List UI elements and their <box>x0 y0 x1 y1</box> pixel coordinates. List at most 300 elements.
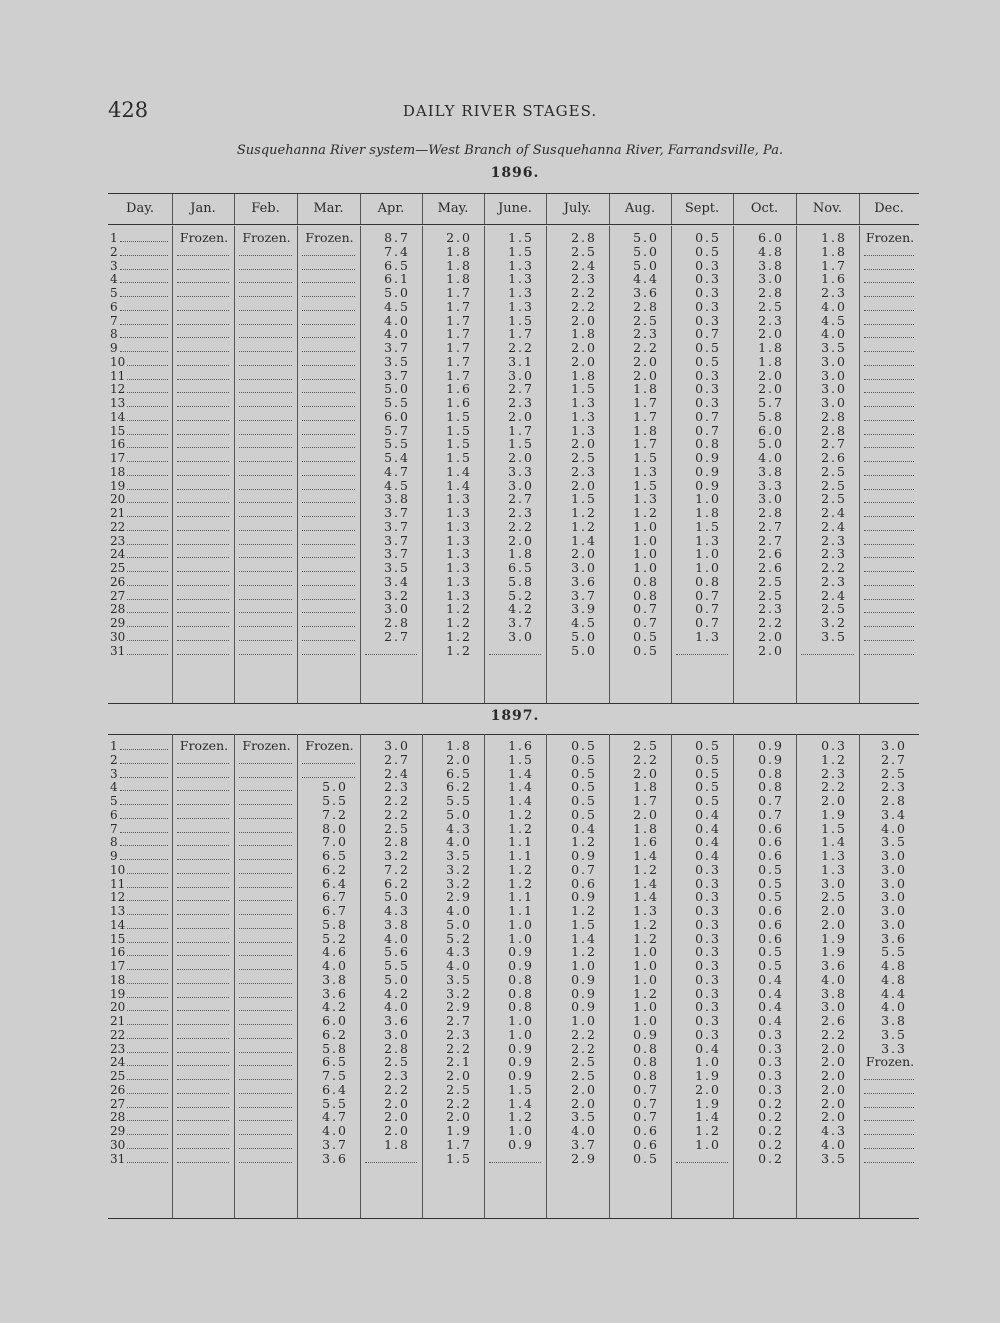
empty-entry <box>239 585 292 586</box>
dot-leader <box>127 1134 168 1135</box>
stage-value: 1.7 <box>446 340 472 355</box>
empty-entry <box>177 365 229 366</box>
stage-value: 0.9 <box>571 985 597 1001</box>
stage-value: 1.7 <box>508 422 534 438</box>
stage-value: 1.7 <box>446 353 472 369</box>
dot-leader <box>127 585 168 586</box>
dot-leader <box>120 269 168 270</box>
stage-value: 2.5 <box>821 477 847 493</box>
stage-value: 0.8 <box>758 779 784 795</box>
day-number: 29 <box>110 616 126 630</box>
stage-value: 3.5 <box>446 971 472 987</box>
stage-value: 1.5 <box>633 477 659 493</box>
column-header: Sept. <box>684 201 720 216</box>
stage-value: 5.5 <box>322 1095 348 1111</box>
stage-value: 6.0 <box>758 230 784 245</box>
stage-value: 3.5 <box>821 340 847 355</box>
stage-value: 2.5 <box>571 450 597 465</box>
stage-value: 2.5 <box>821 601 847 617</box>
stage-value: 0.5 <box>758 889 784 905</box>
column-header: Dec. <box>874 201 904 216</box>
stage-value: 2.0 <box>571 353 597 369</box>
header-divider <box>172 194 173 224</box>
empty-entry <box>239 612 292 613</box>
stage-value: 3.7 <box>571 587 597 603</box>
stage-value: 0.7 <box>571 861 597 877</box>
stage-value: 0.9 <box>571 999 597 1015</box>
dot-leader <box>127 873 168 874</box>
empty-entry <box>302 434 355 435</box>
column-header: July. <box>563 201 592 216</box>
dot-leader <box>127 1065 168 1066</box>
empty-entry <box>302 310 355 311</box>
empty-entry <box>365 1162 417 1163</box>
stage-value: 0.3 <box>695 285 721 300</box>
empty-entry <box>177 1107 229 1108</box>
stage-value: 1.4 <box>695 1109 721 1125</box>
stage-value: 0.4 <box>695 848 721 863</box>
stage-value: 1.2 <box>633 916 659 932</box>
status-entry: Frozen. <box>242 738 291 753</box>
header-divider <box>609 194 610 224</box>
stage-value: 1.5 <box>446 408 472 424</box>
empty-entry <box>239 489 292 490</box>
stage-value: 5.0 <box>633 230 659 245</box>
empty-entry <box>177 804 229 805</box>
empty-entry <box>864 392 914 393</box>
empty-entry <box>177 420 229 421</box>
empty-entry <box>177 640 229 641</box>
dot-leader <box>120 296 168 297</box>
dot-leader <box>127 392 168 393</box>
empty-entry <box>239 310 292 311</box>
empty-entry <box>177 914 229 915</box>
stage-value: 1.3 <box>446 505 472 520</box>
stage-value: 1.0 <box>695 491 721 507</box>
empty-entry <box>177 571 229 572</box>
stage-value: 2.0 <box>571 312 597 328</box>
day-number: 1 <box>110 739 118 753</box>
stage-value: 3.0 <box>758 271 784 287</box>
stage-value: 4.4 <box>633 271 659 287</box>
stage-value: 2.3 <box>384 779 410 795</box>
stage-value: 8.0 <box>322 820 348 836</box>
stage-value: 1.7 <box>633 436 659 452</box>
empty-entry <box>864 502 914 503</box>
stage-value: 6.4 <box>322 1081 348 1097</box>
stage-value: 5.4 <box>384 450 410 465</box>
empty-entry <box>177 818 229 819</box>
dot-leader <box>127 434 168 435</box>
stage-value: 0.4 <box>758 985 784 1001</box>
empty-entry <box>239 599 292 600</box>
status-entry: Frozen. <box>179 230 229 245</box>
stage-value: 0.5 <box>695 793 721 808</box>
stage-value: 6.0 <box>322 1013 348 1028</box>
empty-entry <box>239 640 292 641</box>
empty-entry <box>177 1148 229 1149</box>
stage-value: 3.3 <box>881 1040 907 1056</box>
column-divider <box>172 226 173 703</box>
stage-value: 1.0 <box>695 1136 721 1152</box>
empty-entry <box>239 928 292 929</box>
stage-value: 2.8 <box>571 230 597 245</box>
stage-value: 0.3 <box>695 367 721 383</box>
empty-entry <box>302 763 355 764</box>
stage-value: 2.6 <box>821 1013 847 1028</box>
day-number: 11 <box>110 368 126 383</box>
dot-leader <box>127 1079 168 1080</box>
empty-entry <box>864 310 914 311</box>
empty-entry <box>302 489 355 490</box>
stage-value: 2.0 <box>446 751 472 767</box>
stage-value: 0.4 <box>695 820 721 836</box>
dot-leader <box>127 997 168 998</box>
day-number: 16 <box>110 437 126 452</box>
stage-value: 4.0 <box>446 958 472 973</box>
day-number: 30 <box>110 629 126 644</box>
header-divider <box>234 194 235 224</box>
stage-value: 2.0 <box>821 903 847 918</box>
stage-value: 2.2 <box>821 1026 847 1042</box>
column-divider <box>859 226 860 703</box>
stage-value: 2.4 <box>571 257 597 273</box>
stage-value: 0.6 <box>633 1136 659 1152</box>
stage-value: 5.8 <box>758 408 784 424</box>
day-number: 2 <box>110 244 118 259</box>
column-header: Apr. <box>377 201 405 216</box>
stage-value: 3.5 <box>571 1109 597 1125</box>
stage-value: 3.9 <box>571 601 597 617</box>
stage-value: 2.5 <box>384 820 410 836</box>
column-header: June. <box>498 201 532 216</box>
stage-value: 3.0 <box>821 875 847 891</box>
dot-leader <box>120 351 168 352</box>
stage-value: 1.2 <box>446 615 472 630</box>
stage-value: 1.2 <box>571 834 597 850</box>
empty-entry <box>239 530 292 531</box>
dot-leader <box>127 612 168 613</box>
empty-entry <box>302 557 355 558</box>
stage-value: 2.0 <box>758 628 784 644</box>
stage-value: 1.4 <box>633 875 659 891</box>
header-divider <box>546 194 547 224</box>
stage-value: 0.3 <box>695 861 721 877</box>
stage-value: 1.0 <box>633 532 659 548</box>
stage-value: 2.0 <box>821 916 847 932</box>
empty-entry <box>864 434 914 435</box>
column-divider <box>172 734 173 1218</box>
stage-value: 0.3 <box>695 889 721 905</box>
stage-value: 3.0 <box>508 477 534 493</box>
status-entry: Frozen. <box>305 230 354 245</box>
day-number: 24 <box>110 1055 126 1070</box>
stage-value: 1.6 <box>508 738 534 753</box>
dot-leader <box>120 241 168 242</box>
stage-value: 2.2 <box>633 340 659 355</box>
dot-leader <box>127 983 168 984</box>
stage-value: 3.2 <box>384 587 410 603</box>
empty-entry <box>302 255 355 256</box>
dot-leader <box>127 557 168 558</box>
stage-value: 0.9 <box>508 1068 534 1083</box>
stage-value: 0.9 <box>758 751 784 767</box>
day-number: 17 <box>110 959 126 973</box>
stage-value: 1.9 <box>695 1095 721 1111</box>
stage-value: 5.5 <box>881 944 907 960</box>
stage-value: 2.3 <box>821 546 847 562</box>
stage-value: 4.3 <box>821 1123 847 1138</box>
stage-value: 2.2 <box>384 806 410 822</box>
stage-value: 2.0 <box>384 1123 410 1138</box>
stage-value: 1.2 <box>446 601 472 617</box>
stage-value: 2.8 <box>758 505 784 520</box>
stage-value: 2.8 <box>633 298 659 314</box>
stage-value: 4.8 <box>881 971 907 987</box>
column-header: Nov. <box>812 201 843 216</box>
stage-value: 2.0 <box>571 340 597 355</box>
empty-entry <box>864 585 914 586</box>
status-entry: Frozen. <box>179 738 229 753</box>
stage-value: 1.0 <box>508 916 534 932</box>
stage-value: 3.0 <box>508 628 534 644</box>
dot-leader <box>120 310 168 311</box>
stage-value: 1.3 <box>571 422 597 438</box>
empty-entry <box>177 516 229 517</box>
stage-value: 0.8 <box>633 587 659 603</box>
empty-entry <box>177 447 229 448</box>
stage-value: 2.8 <box>384 615 410 630</box>
empty-entry <box>239 969 292 970</box>
dot-leader <box>127 654 168 655</box>
empty-entry <box>239 763 292 764</box>
day-number: 7 <box>110 313 118 328</box>
stage-value: 4.3 <box>384 903 410 918</box>
stage-value: 6.2 <box>322 861 348 877</box>
stage-value: 2.0 <box>633 765 659 781</box>
dot-leader <box>127 640 168 641</box>
stage-value: 0.2 <box>758 1095 784 1111</box>
empty-entry <box>177 654 229 655</box>
day-number: 28 <box>110 1110 126 1125</box>
stage-value: 3.0 <box>881 889 907 905</box>
empty-entry <box>489 654 541 655</box>
stage-value: 0.5 <box>571 751 597 767</box>
stage-value: 2.8 <box>384 834 410 850</box>
empty-entry <box>177 845 229 846</box>
stage-value: 0.5 <box>695 738 721 753</box>
stage-value: 1.7 <box>446 285 472 300</box>
stage-value: 0.7 <box>695 601 721 617</box>
empty-entry <box>239 351 292 352</box>
stage-value: 0.5 <box>758 875 784 891</box>
stage-value: 0.3 <box>758 1040 784 1056</box>
empty-entry <box>864 530 914 531</box>
stage-value: 5.2 <box>322 930 348 946</box>
empty-entry <box>302 640 355 641</box>
stage-value: 1.4 <box>508 765 534 781</box>
day-number: 25 <box>110 1069 126 1083</box>
empty-entry <box>239 859 292 860</box>
column-divider <box>234 734 235 1218</box>
day-number: 26 <box>110 574 126 589</box>
dot-leader <box>127 900 168 901</box>
stage-value: 3.0 <box>881 903 907 918</box>
stage-value: 2.7 <box>384 628 410 644</box>
stage-value: 2.3 <box>821 573 847 589</box>
stage-value: 0.6 <box>758 848 784 863</box>
stage-value: 2.2 <box>571 285 597 300</box>
header-divider <box>360 194 361 224</box>
empty-entry <box>302 365 355 366</box>
stage-value: 3.0 <box>881 738 907 753</box>
stage-value: 1.8 <box>446 271 472 287</box>
stage-value: 1.3 <box>446 518 472 534</box>
stage-value: 2.2 <box>508 518 534 534</box>
empty-entry <box>239 502 292 503</box>
empty-entry <box>302 502 355 503</box>
dot-leader <box>127 502 168 503</box>
stage-value: 0.9 <box>508 1054 534 1070</box>
header-divider <box>422 194 423 224</box>
day-number: 11 <box>110 876 126 891</box>
empty-entry <box>177 1010 229 1011</box>
stage-value: 4.0 <box>821 298 847 314</box>
stage-value: 0.3 <box>695 903 721 918</box>
stage-value: 0.4 <box>695 834 721 850</box>
stage-value: 1.3 <box>508 271 534 287</box>
stage-value: 6.5 <box>322 1054 348 1070</box>
day-number: 15 <box>110 423 126 438</box>
stage-value: 2.0 <box>758 367 784 383</box>
stage-value: 4.0 <box>821 1136 847 1152</box>
stage-value: 4.7 <box>322 1109 348 1125</box>
stage-value: 6.2 <box>384 875 410 891</box>
stage-value: 1.2 <box>508 861 534 877</box>
stage-value: 2.3 <box>821 285 847 300</box>
stage-value: 6.2 <box>322 1026 348 1042</box>
stage-value: 1.2 <box>508 820 534 836</box>
stage-value: 4.3 <box>446 944 472 960</box>
stage-value: 5.8 <box>508 573 534 589</box>
empty-entry <box>239 1052 292 1053</box>
empty-entry <box>864 351 914 352</box>
stage-value: 2.8 <box>384 1040 410 1056</box>
empty-entry <box>177 969 229 970</box>
empty-entry <box>365 654 417 655</box>
stage-value: 1.8 <box>758 353 784 369</box>
stage-value: 3.6 <box>322 985 348 1001</box>
empty-entry <box>177 955 229 956</box>
day-number: 6 <box>110 807 118 822</box>
stage-value: 1.3 <box>821 861 847 877</box>
stage-value: 5.2 <box>508 587 534 603</box>
stage-value: 0.4 <box>695 1040 721 1056</box>
day-number: 29 <box>110 1124 126 1138</box>
stage-value: 1.5 <box>446 450 472 465</box>
stage-value: 8.7 <box>384 230 410 245</box>
stage-value: 4.0 <box>384 999 410 1015</box>
stage-value: 3.6 <box>322 1150 348 1166</box>
day-number: 15 <box>110 931 126 946</box>
stage-value: 1.1 <box>508 903 534 918</box>
stage-value: 1.0 <box>695 546 721 562</box>
stage-value: 0.9 <box>571 848 597 863</box>
stage-value: 0.6 <box>758 930 784 946</box>
stage-value: 1.8 <box>633 381 659 397</box>
stage-value: 1.2 <box>821 751 847 767</box>
empty-entry <box>239 255 292 256</box>
empty-entry <box>177 489 229 490</box>
dot-leader <box>127 461 168 462</box>
day-number: 9 <box>110 849 118 863</box>
stage-value: 1.7 <box>633 395 659 410</box>
stage-value: 1.7 <box>446 326 472 342</box>
stage-value: 5.5 <box>446 793 472 808</box>
empty-entry <box>239 1107 292 1108</box>
stage-value: 1.5 <box>508 1081 534 1097</box>
stage-value: 7.2 <box>384 861 410 877</box>
stage-value: 6.5 <box>508 560 534 575</box>
stage-value: 5.0 <box>384 381 410 397</box>
empty-entry <box>302 599 355 600</box>
day-number: 13 <box>110 396 126 410</box>
empty-entry <box>239 1010 292 1011</box>
stage-value: 2.9 <box>571 1150 597 1166</box>
stage-value: 4.0 <box>384 326 410 342</box>
stage-value: 0.8 <box>633 1068 659 1083</box>
table-top-rule <box>108 734 919 735</box>
status-entry: Frozen. <box>242 230 291 245</box>
empty-entry <box>864 447 914 448</box>
header-divider <box>733 194 734 224</box>
stage-value: 3.0 <box>881 861 907 877</box>
stage-value: 2.5 <box>633 312 659 328</box>
empty-entry <box>177 406 229 407</box>
stage-value: 4.5 <box>571 615 597 630</box>
empty-entry <box>864 1134 914 1135</box>
stage-value: 0.9 <box>508 944 534 960</box>
stage-value: 0.7 <box>695 422 721 438</box>
stage-value: 5.0 <box>446 916 472 932</box>
stage-value: 3.5 <box>881 1026 907 1042</box>
empty-entry <box>864 379 914 380</box>
empty-entry <box>302 585 355 586</box>
stage-value: 4.8 <box>881 958 907 973</box>
stage-value: 1.4 <box>633 889 659 905</box>
stage-value: 3.7 <box>508 615 534 630</box>
empty-entry <box>177 269 229 270</box>
stage-value: 3.8 <box>322 971 348 987</box>
stage-value: 1.8 <box>633 820 659 836</box>
stage-value: 2.2 <box>758 615 784 630</box>
stage-value: 2.5 <box>384 1054 410 1070</box>
stage-value: 1.0 <box>571 1013 597 1028</box>
empty-entry <box>864 296 914 297</box>
day-number: 10 <box>110 862 126 877</box>
stage-value: 2.4 <box>821 505 847 520</box>
empty-entry <box>177 282 229 283</box>
stage-value: 2.6 <box>758 560 784 575</box>
empty-entry <box>302 351 355 352</box>
stage-value: 1.3 <box>508 298 534 314</box>
empty-entry <box>239 900 292 901</box>
stage-value: 0.5 <box>633 1150 659 1166</box>
stage-value: 1.2 <box>633 985 659 1001</box>
empty-entry <box>676 1162 728 1163</box>
stage-value: 0.7 <box>633 615 659 630</box>
empty-entry <box>864 324 914 325</box>
